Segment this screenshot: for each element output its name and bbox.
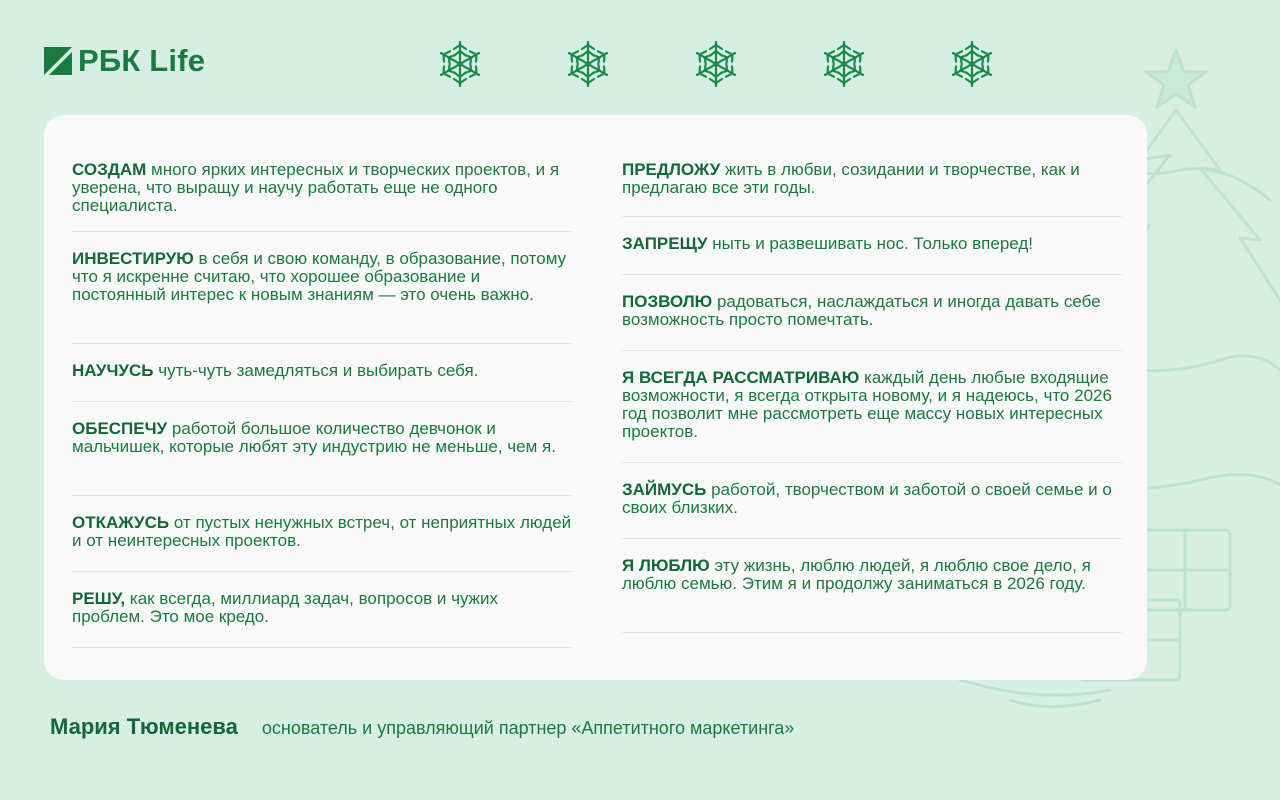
resolution-text: работой, творчеством и заботой о своей семье и о своих близких. xyxy=(622,480,1112,517)
resolution-text: чуть-чуть замедляться и выбирать себя. xyxy=(153,361,479,380)
author-name: Мария Тюменева xyxy=(50,714,238,739)
resolution-keyword: СОЗДАМ xyxy=(72,160,147,179)
resolution-keyword: РЕШУ, xyxy=(72,589,126,608)
resolution-keyword: ПОЗВОЛЮ xyxy=(622,292,713,311)
author-role: основатель и управляющий партнер «Аппетитного маркетинга» xyxy=(261,718,795,738)
resolution-item xyxy=(622,161,1122,217)
resolution-item xyxy=(622,275,1122,351)
resolution-keyword: ЗАЙМУСЬ xyxy=(622,480,707,499)
resolution-text: каждый день любые входящие возможности, я всегда открыта новому, и я надеюсь, что 2026 год позволит мне рассмотреть еще массу новых интересных проектов. xyxy=(622,368,1112,441)
rbc-logo-icon xyxy=(44,47,72,75)
author-footer xyxy=(50,714,794,740)
resolution-text: ныть и развешивать нос. Только вперед! xyxy=(707,234,1034,253)
resolutions-card xyxy=(44,115,1147,680)
resolution-item xyxy=(72,402,572,496)
resolution-keyword: Я ЛЮБЛЮ xyxy=(622,556,710,575)
resolution-keyword: ОБЕСПЕЧУ xyxy=(72,419,168,438)
resolution-text: от пустых ненужных встреч, от неприятных людей и от неинтересных проектов. xyxy=(72,513,572,550)
resolution-item xyxy=(72,161,572,232)
resolution-text: работой большое количество девчонок и мальчишек, которые любят эту индустрию не меньше, чем я. xyxy=(72,419,556,456)
resolution-keyword: Я ВСЕГДА РАССМАТРИВАЮ xyxy=(622,368,860,387)
snowflake-icon xyxy=(436,40,484,88)
resolution-text: жить в любви, созидании и творчестве, как и предлагаю все эти годы. xyxy=(622,160,1080,197)
resolution-keyword: ОТКАЖУСЬ xyxy=(72,513,170,532)
resolution-text: эту жизнь, люблю людей, я люблю свое дело, я люблю семью. Этим я и продолжу заниматься в 2026 году. xyxy=(622,556,1091,593)
resolution-text: в себя и свою команду, в образование, потому что я искренне считаю, что хорошее образование и постоянный интерес к новым знаниям — это очень важно. xyxy=(72,249,567,304)
resolution-item xyxy=(72,496,572,572)
brand-logo[interactable] xyxy=(44,44,205,78)
snowflake-icon xyxy=(564,40,612,88)
resolution-item xyxy=(72,572,572,648)
resolution-text: радоваться, наслаждаться и иногда давать себе возможность просто помечтать. xyxy=(622,292,1101,329)
resolution-item xyxy=(622,539,1122,633)
resolution-text: много ярких интересных и творческих проектов, и я уверена, что выращу и научу работать еще не одного специалиста. xyxy=(72,160,560,215)
resolution-keyword: ПРЕДЛОЖУ xyxy=(622,160,721,179)
resolution-keyword: ЗАПРЕЩУ xyxy=(622,234,708,253)
resolutions-right-column xyxy=(622,161,1122,633)
resolution-keyword: ИНВЕСТИРУЮ xyxy=(72,249,194,268)
resolution-keyword: НАУЧУСЬ xyxy=(72,361,154,380)
resolution-item xyxy=(72,232,572,344)
resolutions-left-column xyxy=(72,161,572,648)
resolution-item xyxy=(622,217,1122,275)
resolution-item xyxy=(72,344,572,402)
resolution-text: как всегда, миллиард задач, вопросов и чужих проблем. Это мое кредо. xyxy=(72,589,499,626)
resolution-item xyxy=(622,351,1122,463)
snowflake-icon xyxy=(692,40,740,88)
brand-name: РБК Life xyxy=(78,43,206,78)
resolution-item xyxy=(622,463,1122,539)
